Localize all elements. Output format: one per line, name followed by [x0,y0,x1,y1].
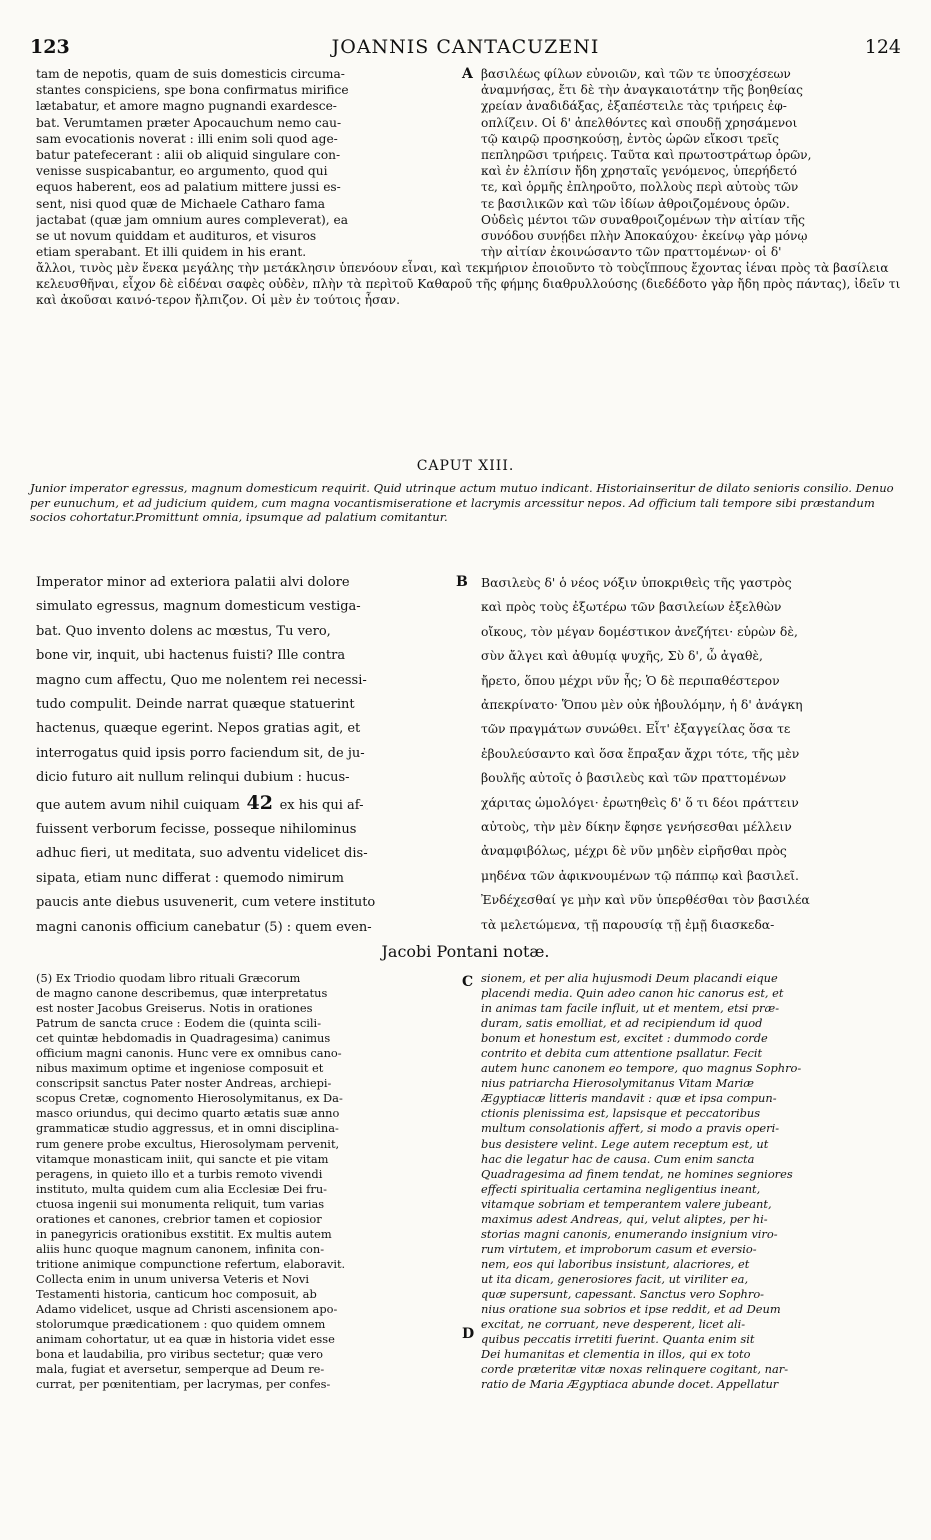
text-line-content: hactenus, quæque egerint. Nepos gratias agit, et [36,721,361,737]
notes-heading: Jacobi Pontani notæ. [381,942,550,961]
text-line: μηδένα τῶν ἀφικνουμένων τῷ πάππῳ καὶ βασιλεῖ. [481,867,799,883]
marginal-letter-b: B [456,574,468,590]
note-line: Patrum de sancta cruce : Eodem die (quinta scili- [36,1016,322,1031]
note-line: currat, per pœnitentiam, per lacrymas, per confes- [36,1377,331,1392]
note-line: tritione animique compunctione refertum, elaboravit. [36,1256,346,1271]
note-line: bonum et honestum est, excitet : dummodo corde [481,1031,768,1046]
text-line: τῷ καιρῷ προσηκούσῃ, ἐντὸς ὡρῶν εἴκοσι τρεῖς [481,131,779,146]
note-line: grammaticæ studio aggressus, et in omni disciplina- [36,1121,339,1136]
text-line: τε βασιλικῶν καὶ τῶν ἰδίων ἀθροιζομένους ὁρῶν. [481,196,790,211]
note-line: rum genere probe excultus, Hierosolymam pervenit, [36,1136,340,1151]
text-line: χάριτας ὡμολόγει· ἐρωτηθεὶς δ' ὅ τι δέοι πράττειν [481,794,799,810]
text-line: se ut novum quiddam et audituros, et visuros [36,229,317,244]
note-line: vitamque sobriam et temperantem valere jubeant, [481,1196,772,1211]
text-line: ἀπεκρίνατο· Ὅπου μὲν οὐκ ἠβουλόμην, ἡ δ' ἀνάγκη [481,697,803,713]
text-line: Οὐδεὶς μέντοι τῶν συναθροιζομένων τὴν αἰτίαν τῆς [481,212,805,227]
text-line-content: Imperator minor ad exteriora palatii alvi dolore [36,575,350,590]
text-line: αὐτοὺς, τὴν μὲν δίκην ἔφησε γενήσεσθαι μέλλειν [481,819,792,835]
text-line: ἀναμφιβόλως, μέχρι δὲ νῦν μηδὲν εἰρῆσθαι πρὸς [481,843,787,859]
note-line: cet quintæ hebdomadis in Quadragesima) canimus [36,1031,331,1046]
note-line: nem, eos qui laboribus insistunt, alacriores, et [481,1256,750,1271]
note-line: est noster Jacobus Greiserus. Notis in orationes [36,1001,313,1016]
text-line: stantes conspiciens, spe bona confirmatus mirifice [36,83,349,98]
summary-line: miseratione et lacrymis arcessitur nepos. Ad officium tali tempore sibi præstandum socios cohortatur. [30,495,875,525]
text-line: πεπληρῶσι τριήρεις. Ταῦτα καὶ πρωτοστράτωρ ὁρῶν, [481,148,812,163]
text-line: καὶ ἐν ἐλπίσιν ἤδη χρησταῖς γενόμενος, ὑπερήδετό [481,164,798,179]
note-line: nius oratione sua sobrios et ipse reddit, et ad Deum [481,1302,781,1317]
marginal-letter-a: A [462,66,473,82]
note-line: nius patriarcha Hierosolymitanus Vitam Mariæ [481,1076,754,1091]
text-line: bat. Verumtamen præter Apocauchum nemo cau- [36,115,342,130]
text-line [36,791,456,818]
text-line: τὰ μελετώμενα, τῇ παρουσίᾳ τῇ ἐμῇ διασκεδα- [481,916,775,932]
note-line: effecti spiritualia certamina negligentius ineant, [481,1181,761,1196]
note-line: Quadragesima ad finem tendat, ne homines segniores [481,1166,793,1181]
summary-line: inseritur de dilato senioris consilio. Denuo per eunuchum, et ad judicium quidem, cum magna vocantis [30,481,894,510]
text-line-content: interrogatus quid ipsis porro faciendum sit, de ju- [36,745,365,761]
note-line: ctionis plenissima est, lapsisque et peccatoribus [481,1106,761,1121]
text-line: χρείαν ἀναδιδάξας, ἐξαπέστειλε τὰς τριήρεις ἐφ- [481,99,787,114]
text-line: οἴκους, τὸν μέγαν δομέστικον ἀνεζήτει· εὑρὼν δὲ, [481,623,798,639]
note-line: scopus Cretæ, cognomento Hierosolymitanus, ex Da- [36,1091,343,1106]
note-line: animam cohortatur, ut ea quæ in historia videt esse [36,1332,335,1347]
text-line: ἄλλοι, τινὸς μὲν ἕνεκα μεγάλης τὴν μετάκλησιν ὑπενόουν εἶναι, καὶ τεκμήριον ἐποιοῦντο τὸ τοὺς [36,261,646,275]
running-title: JOANNIS CANTACUZENI [331,36,600,58]
text-line-content: magno cum affectu, Quo me nolentem rei necessi- [36,672,367,688]
text-line: batur patefecerant : alii ob aliquid singulare con- [36,148,341,163]
text-line [36,669,456,693]
text-line-content: fuissent verborum fecisse, posseque nihilominus [36,822,357,838]
text-line [36,818,456,842]
text-line [36,717,456,741]
text-line [36,571,456,595]
text-line: Βασιλεὺς δ' ὁ νέος νόξιν ὑποκριθεὶς τῆς γαστρὸς [481,575,792,590]
text-line: βουλῆς αὐτοῖς ὁ βασιλεὺς καὶ τῶν πραττομένων [481,770,787,786]
text-line: ἵππους ἔχοντας ἰέναι πρὸς τὰ βασίλεια κελευσθῆναι, εἶχον δὲ εἰδέναι σαφὲς οὐδὲν, πλὴν τὰ περὶ [36,261,889,292]
text-line-content: magni canonis officium canebatur (5) : quem even- [36,919,372,935]
note-line: sionem, et per alia hujusmodi Deum placandi eique [481,971,778,985]
text-line: Ἐνδέχεσθαί γε μὴν καὶ νῦν ὑπερθέσθαι τὸν βασιλέα [481,892,810,908]
note-line: Testamenti historia, canticum hoc composuit, ab [36,1286,317,1301]
text-line [36,766,456,790]
note-line: bus desistere velint. Lege autem receptum est, ut [481,1136,769,1151]
middle-latin-column [36,571,456,940]
text-line [36,842,456,866]
text-line-content: bone vir, inquit, ubi hactenus fuisti? Ille contra [36,648,346,664]
text-line-content: dicio futuro ait nullum relinqui dubium : hucus- [36,770,350,786]
text-line: equos haberent, eos ad palatium mittere jussi es- [36,180,341,195]
note-line: storias magni canonis, enumerando insignium viro- [481,1226,778,1241]
top-latin-column [36,66,456,260]
text-line [36,644,456,668]
text-line: βασιλέως φίλων εὐνοιῶν, καὶ τῶν τε ὑποσχέσεων [481,67,791,81]
note-line: aliis hunc quoque magnum canonem, infinita con- [36,1241,325,1256]
note-line: in panegyricis orationibus exstitit. Ex multis autem [36,1226,332,1241]
text-line [36,916,456,940]
text-line: καὶ πρὸς τοὺς ἐξωτέρω τῶν βασιλείων ἐξελθὼν [481,599,782,615]
chapter-summary [30,481,905,525]
top-greek-column [481,66,901,260]
text-line: etiam sperabant. Et illi quidem in his erant. [36,245,307,260]
text-line [36,620,456,644]
text-line: ἐβουλεύσαντο καὶ ὅσα ἔπραξαν ἄχρι τότε, τῆς μὲν [481,745,800,761]
text-line: sam evocationis noverat : illi enim soli quod age- [36,131,338,146]
note-line: placendi media. Quin adeo canon hic canorus est, et [481,986,784,1001]
note-line: officium magni canonis. Hunc vere ex omnibus cano- [36,1046,342,1061]
summary-line: Promittunt omnia, ipsumque ad palatium comitantur. [134,510,448,525]
text-line: tam de nepotis, quam de suis domesticis circuma- [36,67,345,81]
note-line: peragens, in quieto illo et a turbis remoto vivendi [36,1166,323,1181]
text-line-content: simulato egressus, magnum domesticum vestiga- [36,599,361,615]
note-line: multum consolationis affert, si modo a pravis operi- [481,1121,780,1136]
note-line: contrito et debita cum attentione psallatur. Fecit [481,1046,763,1061]
line-number: 42 [239,791,280,814]
text-line-content: paucis ante diebus usuvenerit, cum vetere instituto [36,895,376,911]
note-line: stolorumque prædicationem : quo quidem omnem [36,1317,326,1332]
marginal-letter-c: C [462,974,474,990]
page-header [30,36,901,64]
note-line: orationes et canones, crebrior tamen et copiosior [36,1211,322,1226]
text-line: συνόδου συνῄδει πλὴν Ἀποκαύχου· ἐκείνῳ γὰρ μόνῳ [481,229,808,244]
notes-left-column [36,971,456,1392]
note-line: Dei humanitas et clementia in illos, qui ex toto [481,1347,751,1362]
notes-right-column [481,971,901,1392]
text-line: lætabatur, et amore magno pugnandi exardesce- [36,99,337,114]
greek-full-width-paragraph [36,260,905,309]
text-line: οπλίζειν. Οἱ δ' ἀπελθόντες καὶ σπουδῇ χρησάμενοι [481,115,798,130]
text-line-content: tudo compulit. Deinde narrat quæque statuerint [36,697,355,713]
text-line: τε, καὶ ὁρμῆς ἐπληροῦτο, πολλοὺς περὶ αὐτοὺς τῶν [481,180,799,195]
note-line: excitat, ne corruant, neve desperent, licet ali- [481,1317,746,1332]
note-line: hac die legatur hac de causa. Cum enim sancta [481,1151,755,1166]
note-line: Collecta enim in unum universa Veteris et Novi [36,1271,309,1286]
note-line: conscripsit sanctus Pater noster Andreas, archiepi- [36,1076,332,1091]
text-line: τερον ἤλπιζον. Οἱ μὲν ἐν τούτοις ἦσαν. [155,293,400,308]
text-line: jactabat (quæ jam omnium aures compleverat), ea [36,212,348,227]
note-line: nibus maximum optime et ingeniose composuit et [36,1061,324,1076]
summary-line: Junior imperator egressus, magnum domesticum requirit. Quid utrinque actum mutuo indicant. Historia [30,481,644,495]
text-line [36,742,456,766]
note-line: ratio de Maria Ægyptiaca abunde docet. Appellatur [481,1377,779,1392]
text-line: ἤρετο, ὅπου μέχρι νῦν ἦς; Ὁ δὲ περιπαθέστερον [481,672,780,688]
text-line [36,891,456,915]
text-line: τὴν αἰτίαν ἐκοινώσαντο τῶν πραττομένων· οἱ δ' [481,245,782,260]
text-line [36,867,456,891]
note-line: masco oriundus, qui decimo quarto ætatis suæ anno [36,1106,340,1121]
text-line-content: bat. Quo invento dolens ac mœstus, Tu vero, [36,623,331,639]
note-line: mala, fugiat et aversetur, semperque ad Deum re- [36,1362,325,1377]
note-line: quibus peccatis irretiti fuerint. Quanta enim sit [481,1332,755,1347]
note-line: in animas tam facile influit, ut et mentem, etsi præ- [481,1001,780,1016]
text-line: τοῦ Καθαροῦ τῆς φήμης διαθρυλλούσης (διεδέδοτο γὰρ ἤδη πρὸς πάντας), ἰδεῖν τι καὶ ἀκοῦσαι καινό- [36,277,901,308]
text-line-content: adhuc fieri, ut meditata, suo adventu videlicet dis- [36,846,368,862]
note-line: de magno canone describemus, quæ interpretatus [36,986,328,1001]
note-line: maximus adest Andreas, qui, velut aliptes, per hi- [481,1211,768,1226]
note-line: Adamo videlicet, usque ad Christi ascensionem apo- [36,1302,338,1317]
page-number-right: 124 [864,36,901,58]
note-line: instituto, multa quidem cum alia Ecclesiæ Dei fru- [36,1181,328,1196]
note-line: ctuosa ingenii sui monumenta reliquit, tum varias [36,1196,325,1211]
note-line: duram, satis emolliat, et ad recipiendum id quod [481,1016,763,1031]
text-line: σὺν ἄλγει καὶ ἀθυμίᾳ ψυχῆς, Σὺ δ', ὦ ἀγαθὲ, [481,648,763,664]
text-line: venisse suspicabantur, eo argumento, quod qui [36,164,328,179]
text-line [36,595,456,619]
text-line [36,693,456,717]
chapter-heading: CAPUT XIII. [416,458,515,474]
middle-greek-column [481,571,901,937]
marginal-letter-d: D [462,1326,475,1342]
note-line: ut ita dicam, generosiores facit, ut viriliter ea, [481,1271,749,1286]
page-number-left: 123 [30,36,70,58]
text-line-tail: ex his qui af- [279,797,364,813]
note-line: autem hunc canonem eo tempore, quo magnus Sophro- [481,1061,802,1076]
note-line: quæ supersunt, capessant. Sanctus vero Sophro- [481,1286,765,1301]
note-line: corde præteritæ vitæ noxas relinquere cogitant, nar- [481,1362,789,1377]
note-line: vitamque monasticam iniit, qui sancte et pie vitam [36,1151,329,1166]
text-line-content: que autem avum nihil cuiquam [36,797,240,813]
note-line: bona et laudabilia, pro viribus sectetur; quæ vero [36,1347,323,1362]
text-line: τῶν πραγμάτων συνώθει. Εἶτ' ἐξαγγείλας ὅσα τε [481,721,791,737]
note-line: (5) Ex Triodio quodam libro rituali Græcorum [36,971,301,985]
text-line: sent, nisi quod quæ de Michaele Catharo fama [36,196,326,211]
text-line: ἀναμνήσας, ἔτι δὲ τὴν ἀναγκαιοτάτην τῆς βοηθείας [481,83,803,98]
text-line-content: sipata, etiam nunc differat : quemodo nimirum [36,870,344,886]
note-line: rum virtutem, et improborum casum et eversio- [481,1241,757,1256]
note-line: Ægyptiacæ litteris mandavit : quæ et ipsa compun- [481,1091,777,1106]
